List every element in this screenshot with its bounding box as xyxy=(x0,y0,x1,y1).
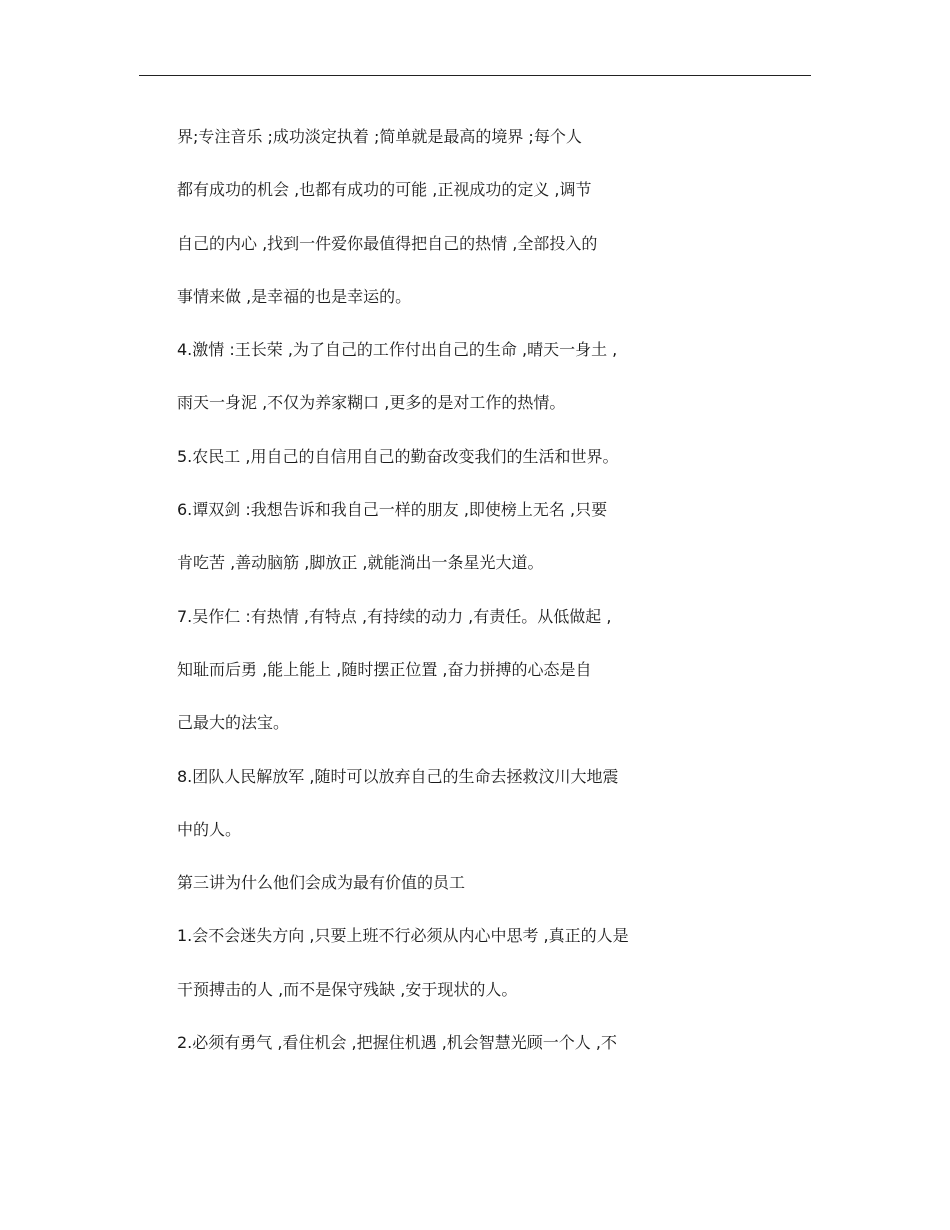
text-line: 干预搏击的人 ,而不是保守残缺 ,安于现状的人。 xyxy=(177,979,518,999)
text-line: 2.必须有勇气 ,看住机会 ,把握住机遇 ,机会智慧光顾一个人 ,不 xyxy=(177,1033,617,1053)
text-line: 8.团队人民解放军 ,随时可以放弃自己的生命去拯救汶川大地震 xyxy=(177,766,619,786)
text-line: 事情来做 ,是幸福的也是幸运的。 xyxy=(177,286,412,306)
text-line: 7.吴作仁 :有热情 ,有特点 ,有持续的动力 ,有责任。从低做起 , xyxy=(177,606,612,626)
section-heading: 第三讲为什么他们会成为最有价值的员工 xyxy=(177,873,466,893)
text-line: 雨天一身泥 ,不仅为养家糊口 ,更多的是对工作的热情。 xyxy=(177,393,566,413)
text-line: 知耻而后勇 ,能上能上 ,随时摆正位置 ,奋力拼搏的心态是自 xyxy=(177,659,592,679)
text-line: 界;专注音乐 ;成功淡定执着 ;简单就是最高的境界 ;每个人 xyxy=(177,127,582,146)
text-line: 6.谭双剑 :我想告诉和我自己一样的朋友 ,即使榜上无名 ,只要 xyxy=(177,500,608,520)
text-line: 1.会不会迷失方向 ,只要上班不行必须从内心中思考 ,真正的人是 xyxy=(177,926,629,946)
text-line: 肯吃苦 ,善动脑筋 ,脚放正 ,就能淌出一条星光大道。 xyxy=(177,553,544,573)
body-text xyxy=(177,122,737,1081)
text-line: 己最大的法宝。 xyxy=(177,713,290,733)
header-rule xyxy=(139,75,811,76)
text-line: 都有成功的机会 ,也都有成功的可能 ,正视成功的定义 ,调节 xyxy=(177,180,592,200)
text-line: 自己的内心 ,找到一件爱你最值得把自己的热情 ,全部投入的 xyxy=(177,233,598,253)
text-line: 中的人。 xyxy=(177,819,242,839)
text-line: 4.激情 :王长荣 ,为了自己的工作付出自己的生命 ,晴天一身土 , xyxy=(177,340,618,360)
text-line: 5.农民工 ,用自己的自信用自己的勤奋改变我们的生活和世界。 xyxy=(177,446,619,466)
